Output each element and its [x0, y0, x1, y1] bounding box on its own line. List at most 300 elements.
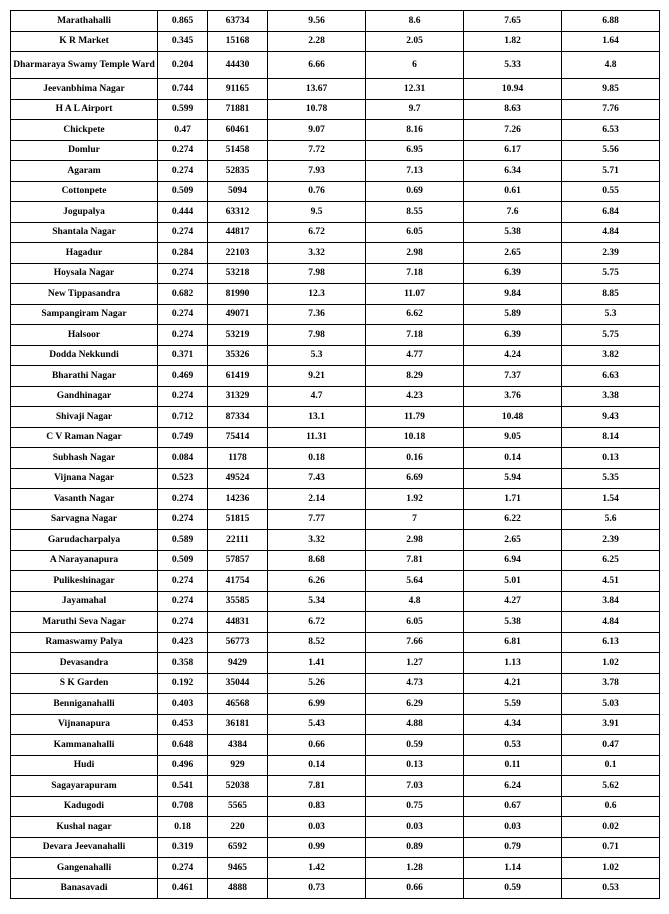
value-cell: 5.94: [464, 468, 562, 489]
value-cell: 0.192: [158, 673, 208, 694]
value-cell: 0.55: [562, 181, 660, 202]
value-cell: 14236: [208, 489, 268, 510]
table-row: [11, 714, 660, 735]
value-cell: 0.589: [158, 530, 208, 551]
value-cell: 8.29: [366, 366, 464, 387]
table-row: [11, 837, 660, 858]
value-cell: 0.682: [158, 284, 208, 305]
value-cell: 41754: [208, 571, 268, 592]
value-cell: 1.64: [562, 31, 660, 52]
value-cell: 5.71: [562, 161, 660, 182]
value-cell: 2.98: [366, 243, 464, 264]
value-cell: 53218: [208, 263, 268, 284]
value-cell: 5.35: [562, 468, 660, 489]
ward-name-cell: Maruthi Seva Nagar: [11, 612, 158, 633]
value-cell: 0.61: [464, 181, 562, 202]
value-cell: 9.5: [268, 202, 366, 223]
value-cell: 52038: [208, 776, 268, 797]
table-row: [11, 550, 660, 571]
value-cell: 0.541: [158, 776, 208, 797]
value-cell: 5.03: [562, 694, 660, 715]
value-cell: 0.284: [158, 243, 208, 264]
value-cell: 0.523: [158, 468, 208, 489]
value-cell: 8.85: [562, 284, 660, 305]
value-cell: 9429: [208, 653, 268, 674]
ward-name-cell: Kadugodi: [11, 796, 158, 817]
value-cell: 6.13: [562, 632, 660, 653]
value-cell: 6.53: [562, 120, 660, 141]
value-cell: 3.38: [562, 386, 660, 407]
table-row: [11, 11, 660, 32]
value-cell: 6.69: [366, 468, 464, 489]
table-row: [11, 325, 660, 346]
value-cell: 0.496: [158, 755, 208, 776]
table-row: [11, 140, 660, 161]
value-cell: 7.36: [268, 304, 366, 325]
table-row: [11, 386, 660, 407]
value-cell: 87334: [208, 407, 268, 428]
value-cell: 0.274: [158, 325, 208, 346]
value-cell: 6.26: [268, 571, 366, 592]
ward-name-cell: New Tippasandra: [11, 284, 158, 305]
table-row: [11, 52, 660, 79]
value-cell: 0.453: [158, 714, 208, 735]
ward-name-cell: Jogupalya: [11, 202, 158, 223]
value-cell: 0.358: [158, 653, 208, 674]
value-cell: 7.98: [268, 325, 366, 346]
value-cell: 31329: [208, 386, 268, 407]
value-cell: 11.07: [366, 284, 464, 305]
ward-name-cell: Benniganahalli: [11, 694, 158, 715]
table-row: [11, 31, 660, 52]
value-cell: 0.66: [268, 735, 366, 756]
ward-name-cell: Hoysala Nagar: [11, 263, 158, 284]
value-cell: 4.84: [562, 612, 660, 633]
value-cell: 0.13: [366, 755, 464, 776]
value-cell: 0.648: [158, 735, 208, 756]
value-cell: 7.77: [268, 509, 366, 530]
value-cell: 11.31: [268, 427, 366, 448]
value-cell: 0.83: [268, 796, 366, 817]
value-cell: 4.34: [464, 714, 562, 735]
value-cell: 0.274: [158, 858, 208, 879]
value-cell: 6.39: [464, 263, 562, 284]
value-cell: 0.75: [366, 796, 464, 817]
value-cell: 0.03: [366, 817, 464, 838]
value-cell: 0.274: [158, 509, 208, 530]
value-cell: 6.88: [562, 11, 660, 32]
value-cell: 1.71: [464, 489, 562, 510]
value-cell: 0.084: [158, 448, 208, 469]
ward-data-table: [10, 10, 660, 899]
value-cell: 1.82: [464, 31, 562, 52]
value-cell: 75414: [208, 427, 268, 448]
value-cell: 91165: [208, 79, 268, 100]
value-cell: 6.81: [464, 632, 562, 653]
ward-name-cell: Vasanth Nagar: [11, 489, 158, 510]
ward-name-cell: Marathahalli: [11, 11, 158, 32]
table-row: [11, 243, 660, 264]
value-cell: 0.599: [158, 99, 208, 120]
table-row: [11, 468, 660, 489]
value-cell: 51815: [208, 509, 268, 530]
ward-name-cell: Jeevanbhima Nagar: [11, 79, 158, 100]
value-cell: 51458: [208, 140, 268, 161]
ward-name-cell: Garudacharpalya: [11, 530, 158, 551]
value-cell: 2.05: [366, 31, 464, 52]
value-cell: 0.18: [158, 817, 208, 838]
value-cell: 0.03: [268, 817, 366, 838]
value-cell: 7.18: [366, 263, 464, 284]
value-cell: 0.274: [158, 612, 208, 633]
value-cell: 0.274: [158, 591, 208, 612]
value-cell: 0.371: [158, 345, 208, 366]
value-cell: 7.66: [366, 632, 464, 653]
value-cell: 0.204: [158, 52, 208, 79]
value-cell: 0.89: [366, 837, 464, 858]
value-cell: 0.319: [158, 837, 208, 858]
value-cell: 5.89: [464, 304, 562, 325]
ward-name-cell: Subhash Nagar: [11, 448, 158, 469]
value-cell: 0.73: [268, 878, 366, 899]
table-row: [11, 345, 660, 366]
ward-name-cell: Shantala Nagar: [11, 222, 158, 243]
table-row: [11, 858, 660, 879]
value-cell: 6.05: [366, 222, 464, 243]
value-cell: 7.18: [366, 325, 464, 346]
value-cell: 12.3: [268, 284, 366, 305]
value-cell: 8.68: [268, 550, 366, 571]
value-cell: 5.75: [562, 325, 660, 346]
value-cell: 4.51: [562, 571, 660, 592]
value-cell: 7.13: [366, 161, 464, 182]
value-cell: 5.33: [464, 52, 562, 79]
value-cell: 0.274: [158, 386, 208, 407]
value-cell: 6.34: [464, 161, 562, 182]
value-cell: 4.24: [464, 345, 562, 366]
value-cell: 0.59: [366, 735, 464, 756]
table-row: [11, 263, 660, 284]
value-cell: 0.712: [158, 407, 208, 428]
ward-name-cell: Dodda Nekkundi: [11, 345, 158, 366]
value-cell: 9.56: [268, 11, 366, 32]
value-cell: 1.54: [562, 489, 660, 510]
value-cell: 2.14: [268, 489, 366, 510]
value-cell: 7.76: [562, 99, 660, 120]
value-cell: 3.32: [268, 530, 366, 551]
value-cell: 5.38: [464, 222, 562, 243]
value-cell: 44831: [208, 612, 268, 633]
table-row: [11, 202, 660, 223]
value-cell: 60461: [208, 120, 268, 141]
ward-name-cell: Devasandra: [11, 653, 158, 674]
ward-name-cell: Gangenahalli: [11, 858, 158, 879]
value-cell: 5.75: [562, 263, 660, 284]
value-cell: 6.66: [268, 52, 366, 79]
table-row: [11, 673, 660, 694]
value-cell: 6.84: [562, 202, 660, 223]
table-row: [11, 79, 660, 100]
value-cell: 6.94: [464, 550, 562, 571]
ward-name-cell: Chickpete: [11, 120, 158, 141]
value-cell: 0.461: [158, 878, 208, 899]
value-cell: 4.23: [366, 386, 464, 407]
value-cell: 6592: [208, 837, 268, 858]
value-cell: 44817: [208, 222, 268, 243]
value-cell: 6.29: [366, 694, 464, 715]
ward-name-cell: Gandhinagar: [11, 386, 158, 407]
value-cell: 0.274: [158, 222, 208, 243]
table-row: [11, 571, 660, 592]
ward-name-cell: Vijnana Nagar: [11, 468, 158, 489]
table-row: [11, 99, 660, 120]
value-cell: 1.41: [268, 653, 366, 674]
value-cell: 6.95: [366, 140, 464, 161]
table-row: [11, 591, 660, 612]
ward-name-cell: Jayamahal: [11, 591, 158, 612]
value-cell: 36181: [208, 714, 268, 735]
table-body: [11, 11, 660, 899]
value-cell: 1.02: [562, 858, 660, 879]
value-cell: 63734: [208, 11, 268, 32]
value-cell: 0.71: [562, 837, 660, 858]
value-cell: 4.21: [464, 673, 562, 694]
value-cell: 0.76: [268, 181, 366, 202]
table-row: [11, 776, 660, 797]
value-cell: 57857: [208, 550, 268, 571]
value-cell: 6.63: [562, 366, 660, 387]
value-cell: 2.39: [562, 530, 660, 551]
value-cell: 13.1: [268, 407, 366, 428]
ward-name-cell: Devara Jeevanahalli: [11, 837, 158, 858]
table-row: [11, 489, 660, 510]
value-cell: 63312: [208, 202, 268, 223]
value-cell: 0.708: [158, 796, 208, 817]
value-cell: 1.02: [562, 653, 660, 674]
value-cell: 0.509: [158, 181, 208, 202]
value-cell: 6.25: [562, 550, 660, 571]
value-cell: 4.84: [562, 222, 660, 243]
value-cell: 3.82: [562, 345, 660, 366]
value-cell: 8.55: [366, 202, 464, 223]
value-cell: 5.3: [268, 345, 366, 366]
ward-name-cell: Bharathi Nagar: [11, 366, 158, 387]
value-cell: 9.05: [464, 427, 562, 448]
ward-name-cell: C V Raman Nagar: [11, 427, 158, 448]
value-cell: 44430: [208, 52, 268, 79]
value-cell: 6.62: [366, 304, 464, 325]
value-cell: 10.94: [464, 79, 562, 100]
value-cell: 0.53: [464, 735, 562, 756]
value-cell: 0.79: [464, 837, 562, 858]
ward-name-cell: Sampangiram Nagar: [11, 304, 158, 325]
value-cell: 8.63: [464, 99, 562, 120]
value-cell: 3.84: [562, 591, 660, 612]
value-cell: 2.65: [464, 243, 562, 264]
value-cell: 49071: [208, 304, 268, 325]
value-cell: 7.37: [464, 366, 562, 387]
ward-data-table-container: [10, 10, 659, 899]
value-cell: 0.274: [158, 489, 208, 510]
ward-name-cell: Kammanahalli: [11, 735, 158, 756]
value-cell: 0.11: [464, 755, 562, 776]
table-row: [11, 120, 660, 141]
table-row: [11, 304, 660, 325]
value-cell: 4.88: [366, 714, 464, 735]
value-cell: 71881: [208, 99, 268, 120]
table-row: [11, 161, 660, 182]
value-cell: 9.07: [268, 120, 366, 141]
value-cell: 1178: [208, 448, 268, 469]
value-cell: 5.6: [562, 509, 660, 530]
table-row: [11, 427, 660, 448]
value-cell: 0.69: [366, 181, 464, 202]
value-cell: 7.65: [464, 11, 562, 32]
table-row: [11, 632, 660, 653]
value-cell: 10.78: [268, 99, 366, 120]
value-cell: 4.8: [562, 52, 660, 79]
value-cell: 6.39: [464, 325, 562, 346]
value-cell: 0.274: [158, 140, 208, 161]
value-cell: 22103: [208, 243, 268, 264]
value-cell: 0.274: [158, 263, 208, 284]
value-cell: 8.14: [562, 427, 660, 448]
value-cell: 7.03: [366, 776, 464, 797]
value-cell: 5.56: [562, 140, 660, 161]
value-cell: 2.39: [562, 243, 660, 264]
value-cell: 0.47: [562, 735, 660, 756]
value-cell: 4.7: [268, 386, 366, 407]
value-cell: 7: [366, 509, 464, 530]
value-cell: 0.14: [268, 755, 366, 776]
table-row: [11, 448, 660, 469]
value-cell: 0.14: [464, 448, 562, 469]
value-cell: 5.01: [464, 571, 562, 592]
ward-name-cell: H A L Airport: [11, 99, 158, 120]
table-row: [11, 222, 660, 243]
value-cell: 7.81: [366, 550, 464, 571]
table-row: [11, 530, 660, 551]
table-row: [11, 612, 660, 633]
value-cell: 6.72: [268, 612, 366, 633]
table-row: [11, 796, 660, 817]
value-cell: 5.34: [268, 591, 366, 612]
value-cell: 0.02: [562, 817, 660, 838]
value-cell: 1.28: [366, 858, 464, 879]
value-cell: 2.98: [366, 530, 464, 551]
value-cell: 7.81: [268, 776, 366, 797]
value-cell: 0.423: [158, 632, 208, 653]
value-cell: 0.469: [158, 366, 208, 387]
value-cell: 5.26: [268, 673, 366, 694]
table-row: [11, 878, 660, 899]
ward-name-cell: Banasavadi: [11, 878, 158, 899]
value-cell: 0.345: [158, 31, 208, 52]
value-cell: 7.98: [268, 263, 366, 284]
ward-name-cell: Dharmaraya Swamy Temple Ward: [11, 52, 158, 79]
value-cell: 5094: [208, 181, 268, 202]
value-cell: 5.64: [366, 571, 464, 592]
value-cell: 6.99: [268, 694, 366, 715]
value-cell: 52835: [208, 161, 268, 182]
value-cell: 1.42: [268, 858, 366, 879]
value-cell: 0.444: [158, 202, 208, 223]
value-cell: 3.78: [562, 673, 660, 694]
value-cell: 0.66: [366, 878, 464, 899]
value-cell: 8.6: [366, 11, 464, 32]
ward-name-cell: Hudi: [11, 755, 158, 776]
ward-name-cell: Pulikeshinagar: [11, 571, 158, 592]
value-cell: 7.72: [268, 140, 366, 161]
value-cell: 0.13: [562, 448, 660, 469]
value-cell: 1.27: [366, 653, 464, 674]
value-cell: 5.43: [268, 714, 366, 735]
ward-name-cell: Hagadur: [11, 243, 158, 264]
value-cell: 6.17: [464, 140, 562, 161]
value-cell: 46568: [208, 694, 268, 715]
value-cell: 9.43: [562, 407, 660, 428]
table-row: [11, 755, 660, 776]
value-cell: 0.274: [158, 571, 208, 592]
value-cell: 12.31: [366, 79, 464, 100]
value-cell: 9.21: [268, 366, 366, 387]
value-cell: 4.73: [366, 673, 464, 694]
value-cell: 6.05: [366, 612, 464, 633]
value-cell: 5.38: [464, 612, 562, 633]
table-row: [11, 366, 660, 387]
value-cell: 6.24: [464, 776, 562, 797]
value-cell: 35044: [208, 673, 268, 694]
value-cell: 7.43: [268, 468, 366, 489]
value-cell: 0.16: [366, 448, 464, 469]
ward-name-cell: Kushal nagar: [11, 817, 158, 838]
value-cell: 81990: [208, 284, 268, 305]
value-cell: 4.77: [366, 345, 464, 366]
value-cell: 0.274: [158, 304, 208, 325]
table-row: [11, 509, 660, 530]
value-cell: 35585: [208, 591, 268, 612]
value-cell: 8.52: [268, 632, 366, 653]
value-cell: 7.6: [464, 202, 562, 223]
value-cell: 9.7: [366, 99, 464, 120]
value-cell: 11.79: [366, 407, 464, 428]
value-cell: 6.72: [268, 222, 366, 243]
value-cell: 0.1: [562, 755, 660, 776]
ward-name-cell: Agaram: [11, 161, 158, 182]
value-cell: 4384: [208, 735, 268, 756]
value-cell: 0.53: [562, 878, 660, 899]
ward-name-cell: Ramaswamy Palya: [11, 632, 158, 653]
value-cell: 5565: [208, 796, 268, 817]
value-cell: 35326: [208, 345, 268, 366]
value-cell: 0.749: [158, 427, 208, 448]
value-cell: 6: [366, 52, 464, 79]
value-cell: 0.274: [158, 161, 208, 182]
ward-name-cell: Sarvagna Nagar: [11, 509, 158, 530]
value-cell: 0.59: [464, 878, 562, 899]
ward-name-cell: Halsoor: [11, 325, 158, 346]
value-cell: 9.85: [562, 79, 660, 100]
table-row: [11, 284, 660, 305]
value-cell: 0.509: [158, 550, 208, 571]
ward-name-cell: Vijnanapura: [11, 714, 158, 735]
value-cell: 1.13: [464, 653, 562, 674]
value-cell: 4.27: [464, 591, 562, 612]
value-cell: 22111: [208, 530, 268, 551]
value-cell: 6.22: [464, 509, 562, 530]
value-cell: 15168: [208, 31, 268, 52]
value-cell: 8.16: [366, 120, 464, 141]
